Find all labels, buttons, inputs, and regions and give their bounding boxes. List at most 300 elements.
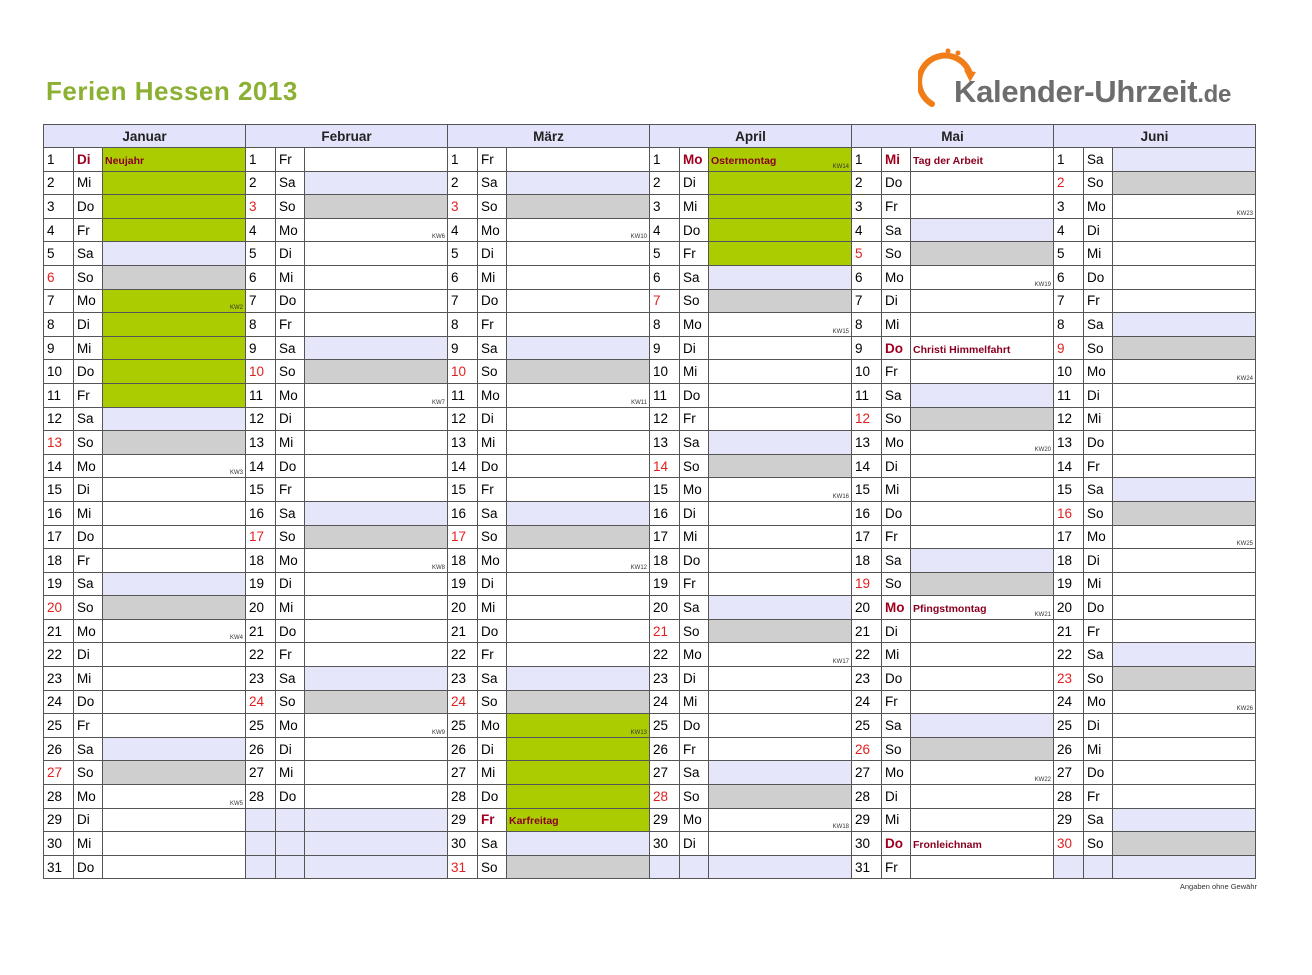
day-info (911, 525, 1054, 549)
weekday: Do (276, 289, 305, 313)
day-info (911, 148, 1054, 172)
weekday: Do (680, 218, 709, 242)
table-row (44, 148, 1256, 172)
day-number: 4 (448, 218, 478, 242)
day-number: 28 (246, 785, 276, 809)
weekday: Fr (882, 690, 911, 714)
day-info (103, 431, 246, 455)
day-info (507, 808, 650, 832)
day-number: 31 (448, 855, 478, 879)
day-number: 6 (852, 265, 882, 289)
day-number: 19 (1054, 572, 1084, 596)
week-number: KW17 (832, 659, 849, 666)
day-number: 2 (44, 171, 74, 195)
day-number: 19 (246, 572, 276, 596)
weekday: Fr (74, 549, 103, 573)
day-info (305, 431, 448, 455)
day-number: 31 (44, 855, 74, 879)
day-number: 5 (44, 242, 74, 266)
day-info (507, 336, 650, 360)
day-info (103, 148, 246, 172)
day-info (507, 360, 650, 384)
day-info (305, 148, 448, 172)
day-number: 23 (650, 667, 680, 691)
weekday: Di (1084, 549, 1113, 573)
day-info (911, 572, 1054, 596)
weekday: Sa (478, 667, 507, 691)
day-info (1113, 171, 1256, 195)
calendar-table (43, 124, 1256, 879)
weekday: So (1084, 667, 1113, 691)
day-info (1113, 855, 1256, 879)
weekday: Di (1084, 383, 1113, 407)
weekday: Do (680, 383, 709, 407)
weekday: Di (882, 785, 911, 809)
day-info (103, 289, 246, 313)
day-number: 8 (246, 313, 276, 337)
logo-name: Kalender-Uhrzeit (954, 74, 1198, 109)
day-info (305, 336, 448, 360)
day-number: 8 (852, 313, 882, 337)
weekday: Sa (882, 714, 911, 738)
day-number: 3 (448, 195, 478, 219)
day-info (305, 855, 448, 879)
day-info (1113, 808, 1256, 832)
day-number (1054, 855, 1084, 879)
day-number: 13 (44, 431, 74, 455)
day-number: 16 (44, 501, 74, 525)
table-row (44, 501, 1256, 525)
day-number: 24 (448, 690, 478, 714)
day-info (911, 785, 1054, 809)
weekday: Fr (276, 478, 305, 502)
weekday: Di (478, 737, 507, 761)
weekday: Mo (276, 383, 305, 407)
day-number: 28 (44, 785, 74, 809)
day-info (305, 690, 448, 714)
day-info (911, 454, 1054, 478)
weekday: Sa (74, 407, 103, 431)
week-number: KW9 (431, 729, 445, 736)
weekday: Do (74, 855, 103, 879)
day-info (709, 525, 852, 549)
weekday: Fr (276, 643, 305, 667)
weekday: So (478, 855, 507, 879)
weekday: Di (478, 407, 507, 431)
day-info (1113, 242, 1256, 266)
day-info (103, 265, 246, 289)
day-number: 15 (852, 478, 882, 502)
day-number: 29 (852, 808, 882, 832)
day-number: 20 (448, 596, 478, 620)
weekday: Fr (74, 714, 103, 738)
table-row (44, 313, 1256, 337)
day-number: 7 (852, 289, 882, 313)
day-info (305, 714, 448, 738)
day-number: 14 (448, 454, 478, 478)
day-info (305, 383, 448, 407)
weekday: Do (478, 454, 507, 478)
day-number: 24 (1054, 690, 1084, 714)
day-info (709, 690, 852, 714)
day-number: 27 (650, 761, 680, 785)
day-number: 9 (246, 336, 276, 360)
day-number: 25 (246, 714, 276, 738)
day-info (507, 454, 650, 478)
day-info (911, 478, 1054, 502)
page-title: Ferien Hessen 2013 (46, 76, 298, 106)
day-number: 28 (1054, 785, 1084, 809)
day-number: 12 (650, 407, 680, 431)
table-row (44, 572, 1256, 596)
day-info (709, 785, 852, 809)
weekday: Sa (276, 667, 305, 691)
day-number: 29 (44, 808, 74, 832)
weekday: Sa (680, 265, 709, 289)
day-number: 6 (246, 265, 276, 289)
weekday: Mi (882, 643, 911, 667)
day-number: 12 (1054, 407, 1084, 431)
holiday-name: Karfreitag (509, 815, 559, 828)
day-info (103, 690, 246, 714)
weekday: So (882, 737, 911, 761)
weekday: Fr (74, 218, 103, 242)
week-number: KW3 (229, 470, 243, 477)
weekday: Do (276, 785, 305, 809)
weekday: So (1084, 336, 1113, 360)
weekday: Mo (478, 714, 507, 738)
day-info (1113, 761, 1256, 785)
table-row (44, 218, 1256, 242)
day-number: 8 (44, 313, 74, 337)
weekday: Mi (276, 265, 305, 289)
week-number: KW4 (229, 635, 243, 642)
weekday: Mi (882, 148, 911, 172)
weekday: Fr (680, 737, 709, 761)
day-number: 16 (852, 501, 882, 525)
day-number: 9 (650, 336, 680, 360)
day-info (507, 785, 650, 809)
day-info (709, 501, 852, 525)
day-number: 20 (44, 596, 74, 620)
day-number: 21 (448, 619, 478, 643)
weekday: Mo (478, 218, 507, 242)
day-number: 11 (448, 383, 478, 407)
day-number: 30 (650, 832, 680, 856)
day-info (507, 407, 650, 431)
day-number: 28 (448, 785, 478, 809)
day-info (507, 619, 650, 643)
weekday: Mi (478, 265, 507, 289)
weekday: Mi (1084, 737, 1113, 761)
day-info (507, 549, 650, 573)
day-info (103, 383, 246, 407)
day-info (103, 667, 246, 691)
weekday: Do (1084, 431, 1113, 455)
day-info (911, 690, 1054, 714)
weekday: Sa (1084, 148, 1113, 172)
day-number: 23 (852, 667, 882, 691)
weekday: Fr (680, 242, 709, 266)
day-number: 25 (1054, 714, 1084, 738)
weekday: Fr (882, 195, 911, 219)
day-info (709, 360, 852, 384)
day-number: 21 (1054, 619, 1084, 643)
day-number: 13 (1054, 431, 1084, 455)
day-number: 1 (448, 148, 478, 172)
day-number: 17 (246, 525, 276, 549)
day-info (507, 572, 650, 596)
day-info (103, 714, 246, 738)
day-number: 20 (650, 596, 680, 620)
weekday: So (882, 407, 911, 431)
weekday: Mo (276, 218, 305, 242)
weekday: Mo (882, 431, 911, 455)
day-info (103, 643, 246, 667)
day-number: 22 (650, 643, 680, 667)
week-number: KW15 (832, 328, 849, 335)
day-number: 21 (650, 619, 680, 643)
day-number: 11 (44, 383, 74, 407)
day-number: 25 (448, 714, 478, 738)
weekday: So (1084, 501, 1113, 525)
day-info (103, 501, 246, 525)
day-number: 25 (852, 714, 882, 738)
day-number: 17 (44, 525, 74, 549)
day-info (305, 407, 448, 431)
weekday: Fr (680, 407, 709, 431)
table-row (44, 431, 1256, 455)
day-info (305, 525, 448, 549)
day-info (305, 242, 448, 266)
day-number: 7 (650, 289, 680, 313)
day-info (305, 360, 448, 384)
weekday: Mo (74, 619, 103, 643)
day-number: 21 (246, 619, 276, 643)
table-row (44, 619, 1256, 643)
day-info (305, 572, 448, 596)
table-row (44, 407, 1256, 431)
weekday: Di (74, 148, 103, 172)
day-number: 23 (44, 667, 74, 691)
day-number: 5 (1054, 242, 1084, 266)
day-info (507, 242, 650, 266)
weekday: Mi (74, 171, 103, 195)
table-row (44, 336, 1256, 360)
weekday: Do (74, 195, 103, 219)
day-number: 21 (852, 619, 882, 643)
weekday (680, 855, 709, 879)
day-info (305, 643, 448, 667)
weekday: So (478, 195, 507, 219)
day-number: 8 (650, 313, 680, 337)
day-number: 4 (650, 218, 680, 242)
disclaimer-note: Angaben ohne Gewähr (1179, 882, 1257, 891)
day-number: 23 (448, 667, 478, 691)
day-number: 16 (650, 501, 680, 525)
weekday: Di (1084, 714, 1113, 738)
day-number: 6 (650, 265, 680, 289)
day-number: 7 (246, 289, 276, 313)
day-number: 22 (44, 643, 74, 667)
weekday: Do (478, 785, 507, 809)
day-info (103, 171, 246, 195)
day-number: 29 (1054, 808, 1084, 832)
day-number: 26 (1054, 737, 1084, 761)
day-number: 26 (44, 737, 74, 761)
day-info (103, 478, 246, 502)
weekday: Fr (478, 478, 507, 502)
day-info (911, 643, 1054, 667)
day-info (103, 549, 246, 573)
day-number: 1 (44, 148, 74, 172)
day-number: 2 (1054, 171, 1084, 195)
weekday: Di (680, 336, 709, 360)
day-info (305, 737, 448, 761)
day-info (911, 714, 1054, 738)
day-number (246, 855, 276, 879)
day-number: 6 (44, 265, 74, 289)
weekday: Mo (680, 148, 709, 172)
month-header: Februar (246, 125, 448, 148)
weekday (1084, 855, 1113, 879)
day-number: 27 (448, 761, 478, 785)
weekday: Mo (74, 289, 103, 313)
day-info (1113, 218, 1256, 242)
day-info (911, 431, 1054, 455)
logo-tld: .de (1197, 81, 1232, 108)
day-info (911, 832, 1054, 856)
weekday: Mi (74, 501, 103, 525)
day-number: 11 (852, 383, 882, 407)
weekday: So (478, 360, 507, 384)
weekday: Do (478, 619, 507, 643)
day-number (650, 855, 680, 879)
day-info (507, 383, 650, 407)
weekday: Fr (1084, 454, 1113, 478)
table-row (44, 761, 1256, 785)
day-number: 3 (852, 195, 882, 219)
day-number: 14 (1054, 454, 1084, 478)
weekday: Mi (882, 478, 911, 502)
weekday: Mo (882, 265, 911, 289)
day-number: 24 (852, 690, 882, 714)
day-number: 21 (44, 619, 74, 643)
day-info (709, 383, 852, 407)
day-number: 9 (1054, 336, 1084, 360)
day-number: 12 (448, 407, 478, 431)
day-info (709, 737, 852, 761)
day-number: 2 (650, 171, 680, 195)
week-number: KW16 (832, 493, 849, 500)
holiday-name: Pfingstmontag (913, 603, 987, 616)
day-number: 23 (246, 667, 276, 691)
table-row (44, 525, 1256, 549)
day-number: 2 (448, 171, 478, 195)
weekday: Di (882, 454, 911, 478)
day-info (1113, 454, 1256, 478)
day-number: 12 (44, 407, 74, 431)
day-number: 29 (448, 808, 478, 832)
day-number: 19 (44, 572, 74, 596)
day-info (103, 195, 246, 219)
table-row (44, 454, 1256, 478)
day-number: 20 (246, 596, 276, 620)
day-info (1113, 737, 1256, 761)
week-number: KW12 (630, 564, 647, 571)
weekday: So (680, 785, 709, 809)
day-info (103, 336, 246, 360)
logo (918, 42, 1248, 112)
day-number: 15 (246, 478, 276, 502)
week-number: KW6 (431, 234, 445, 241)
day-number: 1 (246, 148, 276, 172)
weekday: Mo (1084, 525, 1113, 549)
day-number: 4 (1054, 218, 1084, 242)
weekday: Di (680, 501, 709, 525)
day-info (1113, 336, 1256, 360)
day-info (911, 195, 1054, 219)
day-number: 13 (448, 431, 478, 455)
weekday: Mo (74, 785, 103, 809)
week-number: KW26 (1236, 706, 1253, 713)
weekday (276, 808, 305, 832)
week-number: KW18 (832, 824, 849, 831)
weekday: Do (478, 289, 507, 313)
weekday: Mo (478, 383, 507, 407)
weekday: Fr (882, 525, 911, 549)
day-number: 29 (650, 808, 680, 832)
day-info (911, 808, 1054, 832)
weekday: So (276, 690, 305, 714)
day-info (1113, 407, 1256, 431)
day-number: 19 (852, 572, 882, 596)
day-info (709, 643, 852, 667)
day-info (305, 289, 448, 313)
weekday: Do (882, 667, 911, 691)
day-info (305, 265, 448, 289)
weekday: Mo (276, 714, 305, 738)
weekday: Mi (276, 431, 305, 455)
day-info (507, 501, 650, 525)
day-number: 20 (1054, 596, 1084, 620)
weekday: Mo (680, 808, 709, 832)
holiday-name: Fronleichnam (913, 839, 982, 852)
day-number: 18 (448, 549, 478, 573)
table-row (44, 737, 1256, 761)
day-info (911, 336, 1054, 360)
day-info (507, 855, 650, 879)
weekday: Sa (74, 737, 103, 761)
table-row (44, 242, 1256, 266)
day-info (709, 761, 852, 785)
weekday: Do (882, 832, 911, 856)
day-info (911, 218, 1054, 242)
weekday: Do (74, 690, 103, 714)
day-info (507, 596, 650, 620)
day-info (507, 431, 650, 455)
day-info (103, 761, 246, 785)
weekday: Fr (882, 360, 911, 384)
weekday: Sa (276, 171, 305, 195)
day-number: 3 (44, 195, 74, 219)
day-number: 10 (44, 360, 74, 384)
week-number: KW8 (431, 564, 445, 571)
month-header: April (650, 125, 852, 148)
day-info (709, 313, 852, 337)
weekday: So (74, 265, 103, 289)
day-number: 5 (246, 242, 276, 266)
